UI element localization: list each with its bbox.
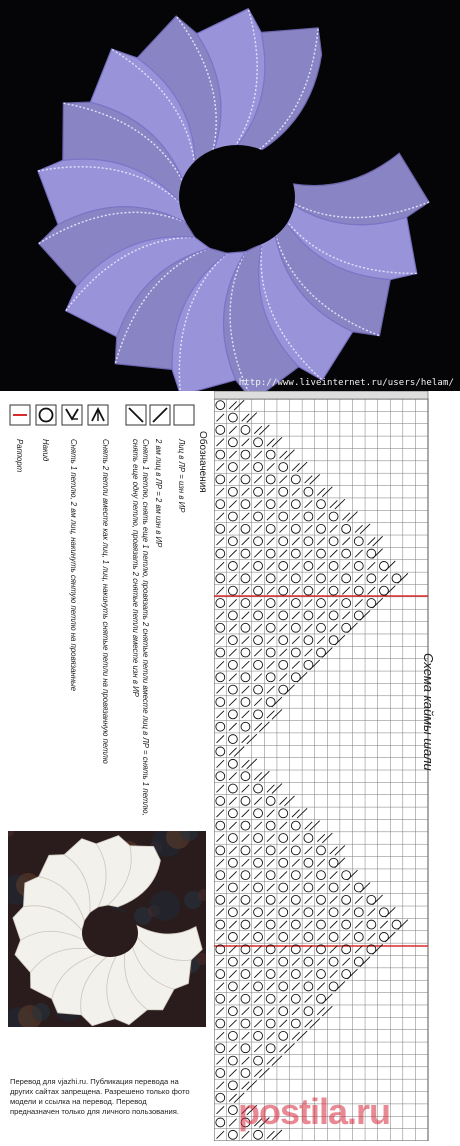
shawl-photo-drawing <box>0 0 460 391</box>
right-leaning-decrease-icon <box>62 405 82 425</box>
white-shawl-center <box>82 909 138 957</box>
legend-text-slash: 2 вм лиц в ЛР = 2 вм изн в ИР <box>154 439 163 548</box>
chart-title: Схема каймы шали <box>421 653 436 771</box>
source-url-caption: http://www.liveinternet.ru/users/helam/ <box>238 378 454 388</box>
legend-text-yarn-over: Накид <box>41 439 50 462</box>
legend-text-repeat: Раппорт <box>15 439 24 473</box>
carpet-pattern <box>32 1003 50 1021</box>
legend-text-empty: Лиц в ЛР = изн в ИР <box>177 439 186 513</box>
legend-heading: Обозначения <box>197 431 208 493</box>
legend-symbol-row <box>0 399 212 444</box>
shawl-photo-lilac <box>0 0 460 391</box>
repeat-marker-icon <box>10 405 30 425</box>
chart-grid <box>214 391 428 1141</box>
credit-line-1: Перевод для vjazhi.ru. Публикация перевода на <box>10 1077 179 1086</box>
legend-text-right-decrease: Снять 1 петлю, 2 вм лиц, накинуть сянтую петлю на провязанные <box>69 439 78 692</box>
empty-square-icon <box>174 405 194 425</box>
shawl-photo-white-drawing <box>8 831 206 1027</box>
slash-square-icon <box>150 405 170 425</box>
legend-text-backslash: Снять 1 петлю, снять еще 1 петлю, провязать 2 снятые петли вместе лиц в ЛР = снять 1 петлю, снять еще одну петлю, провязать 2 снятые петли вместе изн в ИР <box>131 439 150 816</box>
yarn-over-circle-icon <box>36 405 56 425</box>
carpet-pattern <box>150 891 180 921</box>
legend-panel <box>0 391 212 1141</box>
pattern-sheet <box>0 391 460 1141</box>
translation-credit <box>10 1077 210 1117</box>
credit-line-4: предназначен только для личного пользования. <box>10 1107 180 1116</box>
chart-row-number-strip <box>214 391 428 399</box>
credit-line-2: других сайтах запрещена. Разрешено только фото <box>10 1087 190 1096</box>
credit-line-3: модели и ссылка на перевод. Перевод <box>10 1097 147 1106</box>
shawl-photo-white <box>8 831 206 1027</box>
double-decrease-icon <box>88 405 108 425</box>
backslash-square-icon <box>126 405 146 425</box>
postila-watermark: postila.ru <box>238 1091 391 1132</box>
border-chart-panel <box>214 391 460 1141</box>
legend-text-double-decrease: Снять 2 петли вместе как лиц, 1 лиц, накинуть снятые петли на провязанную петлю <box>101 439 110 764</box>
